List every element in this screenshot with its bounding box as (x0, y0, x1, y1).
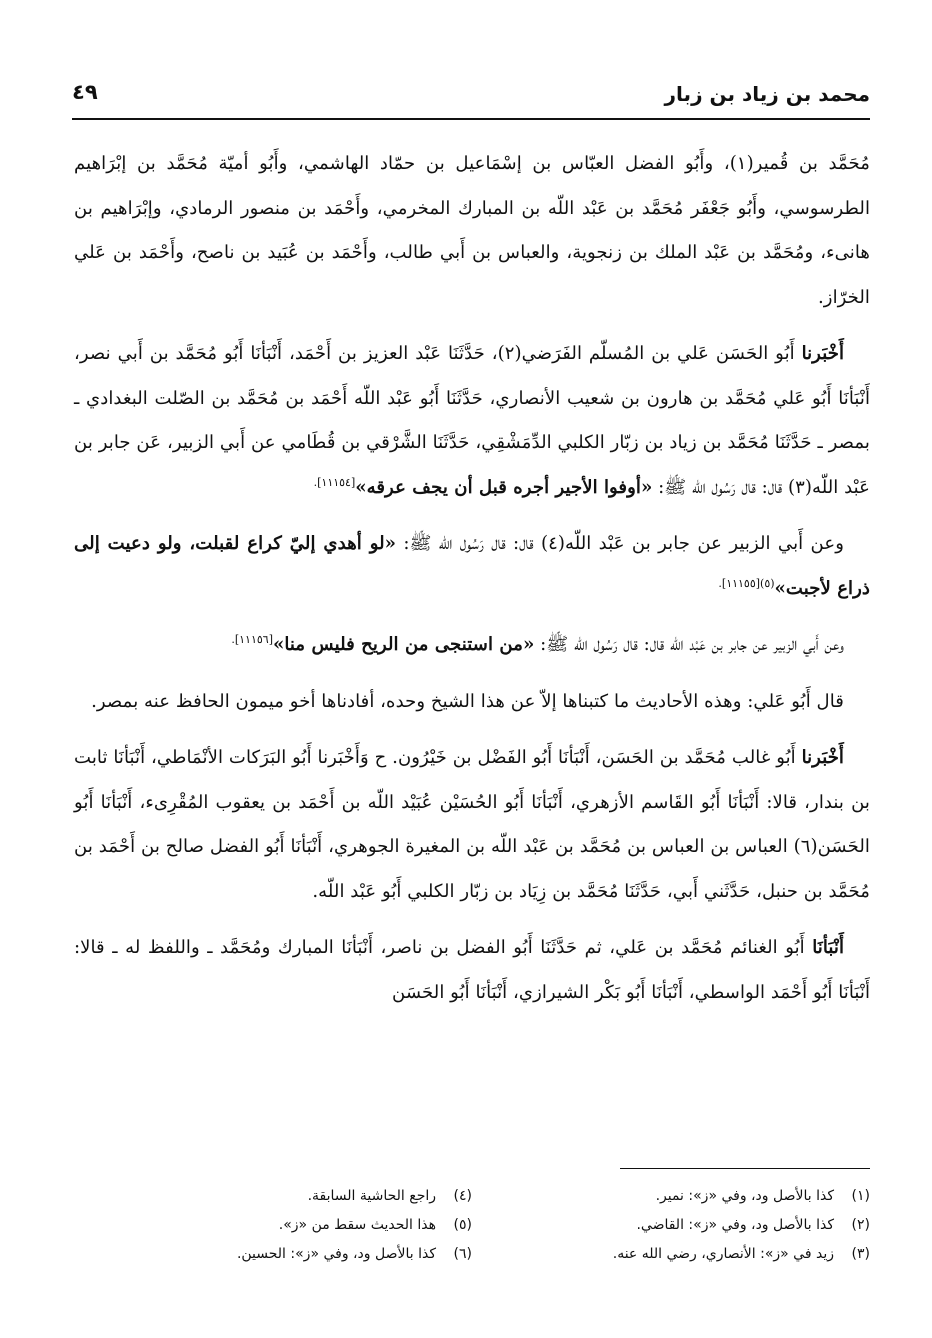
hadith-text: «لو أهدي إليّ كراع لقبلت، ولو دعيت إلى ذراع لأجبت» (74, 533, 870, 599)
paragraph-1 (74, 142, 870, 320)
paragraph-2 (74, 332, 870, 510)
hadith-reference: [١١١٥٤]. (313, 475, 356, 489)
isnad-keyword: أَخْبَرنا (801, 343, 845, 364)
footnote-separator (620, 1168, 870, 1169)
footnote-3 (472, 1240, 870, 1269)
isnad-keyword: أَنْبَأنَا (812, 937, 844, 958)
paragraph-5-text: قال أَبُو عَلي: وهذه الأحاديث ما كتبناها إلاّ عن هذا الشيخ وحده، أفادناها أخو ميمون الحافظ عنه بمصر. (91, 690, 844, 712)
footnote-text: هذا الحديث سقط من «ز». (278, 1217, 436, 1233)
footnote-6 (74, 1240, 472, 1269)
paragraph-6-text: أَبُو غالب مُحَمَّد بن الحَسَن، أَنْبَأنَا أَبُو الفَضْل بن خَيْرُون. ح وَأَخْبَرنا أَبُو البَرَكات الأنْمَاطي، أَنْبَأنَا ثابت بن بندار، قالا: أَنْبَأنَا أَبُو القَاسم الأزهري، أَنْبَأنَا أَبُو الحُسَيْن عُبَيْد اللّه بن أَحْمَد بن يعقوب المُقْرِىء، أَنْبَأنَا أَبُو الحَسَن(٦) العباس بن العباس بن مُحَمَّد بن عَبْد اللّه بن المغيرة الجوهري، أَنْبَأنَا أَبُو الفضل صالح بن أَحْمَد بن مُحَمَّد بن حنبل، حَدَّثَني أَبي، حَدَّثَنَا مُحَمَّد بن زِيَاد بن زبّار الكلبي أَبُو عَبْد اللّه. (74, 747, 870, 902)
hadith-text: «من استنجى من الريح فليس منا» (272, 634, 535, 655)
footnote-number: (٤) (453, 1188, 472, 1204)
paragraph-4 (74, 623, 870, 668)
paragraph-3 (74, 522, 870, 611)
paragraph-1-text: مُحَمَّد بن قُمير(١)، وأَبُو الفضل العبّاس بن إسْمَاعيل بن حمّاد الهاشمي، وأَبُو أميّة مُحَمَّد بن إبْرَاهيم الطرسوسي، وأَبُو جَعْفَر مُحَمَّد بن عَبْد اللّه بن المبارك المخرمي، وأَحْمَد بن منصور الرمادي، وإبْرَاهيم بن هانىء، ومُحَمَّد بن عَبْد الملك بن زنجوية، والعباس بن أَبي طالب، وأَحْمَد بن عُبَيد بن ناصح، وأَحْمَد بن عَلي الخرّاز. (74, 153, 871, 308)
footnote-text: راجع الحاشية السابقة. (307, 1188, 436, 1204)
page-number: ٤٩ (72, 80, 98, 104)
footnote-text: كذا بالأصل ود، وفي «ز»: الحسين. (236, 1246, 436, 1262)
paragraph-7-text: أَبُو الغنائم مُحَمَّد بن عَلي، ثم حَدَّثَنَا أَبُو الفضل بن ناصر، أَنْبَأنَا المبارك ومُحَمَّد ـ واللفظ له ـ قالا: أَنْبَأنَا أَبُو أَحْمَد الواسطي، أَنْبَأنَا أَبُو بَكْر الشيرازي، أَنْبَأنَا أَبُو الحَسَن (74, 937, 870, 1003)
footnote-number: (٢) (851, 1217, 870, 1233)
main-text (74, 142, 870, 1027)
footnote-number: (٦) (453, 1246, 472, 1262)
hadith-reference: (٥)[١١١٥٥]. (718, 576, 775, 590)
footnotes (74, 1182, 870, 1269)
paragraph-5 (74, 680, 870, 725)
footnote-1 (472, 1182, 870, 1211)
running-title: محمد بن زياد بن زبار (664, 82, 870, 106)
footnote-text: كذا بالأصل ود، وفي «ز»: نمير. (655, 1188, 834, 1204)
paragraph-7 (74, 926, 870, 1015)
footnote-4 (74, 1182, 472, 1211)
isnad-keyword: أَخْبَرنا (801, 747, 844, 768)
hadith-reference: [١١١٥٦]. (231, 632, 273, 646)
page-header (72, 78, 870, 120)
footnote-5 (74, 1211, 472, 1240)
footnote-number: (٥) (453, 1217, 472, 1233)
hadith-text: «أوفوا الأجير أجره قبل أن يجف عرقه» (355, 476, 653, 498)
footnote-text: زيد في «ز»: الأنصاري، رضي الله عنه. (612, 1246, 834, 1262)
paragraph-6 (74, 736, 870, 914)
paragraph-4-text: وعن أَبي الزبير عن جابر بن عَبْد اللّه قال: قال رَسُول الله ﷺ: (534, 634, 844, 655)
footnote-number: (٣) (851, 1246, 870, 1262)
paragraph-2-text: أَبُو الحَسَن عَلي بن المُسلّم الفَرَضي(٢)، حَدَّثَنَا عَبْد العزيز بن أَحْمَد، أَنْبَأنَا أَبُو مُحَمَّد بن أَبي نصر، أَنْبَأنَا أَبُو عَلي مُحَمَّد بن هارون بن شعيب الأنصاري، حَدَّثَنَا أَبُو عَبْد اللّه أَحْمَد بن مُحَمَّد بن الصّلت البغدادي ـ بمصر ـ حَدَّثَنَا مُحَمَّد بن زياد بن زبّار الكلبي الدِّمَشْقِي، حَدَّثَنَا الشَّرْقي بن قُطَامي عن أَبي الزبير، عَن جابر بن عَبْد اللّه(٣) قال: قال رَسُول الله ﷺ: (74, 343, 870, 498)
footnote-2 (472, 1211, 870, 1240)
paragraph-3-text: وعن أَبي الزبير عن جابر بن عَبْد اللّه(٤) قال: قال رَسُول الله ﷺ: (396, 533, 844, 554)
footnote-number: (١) (851, 1188, 870, 1204)
footnote-text: كذا بالأصل ود، وفي «ز»: القاضي. (636, 1217, 834, 1233)
